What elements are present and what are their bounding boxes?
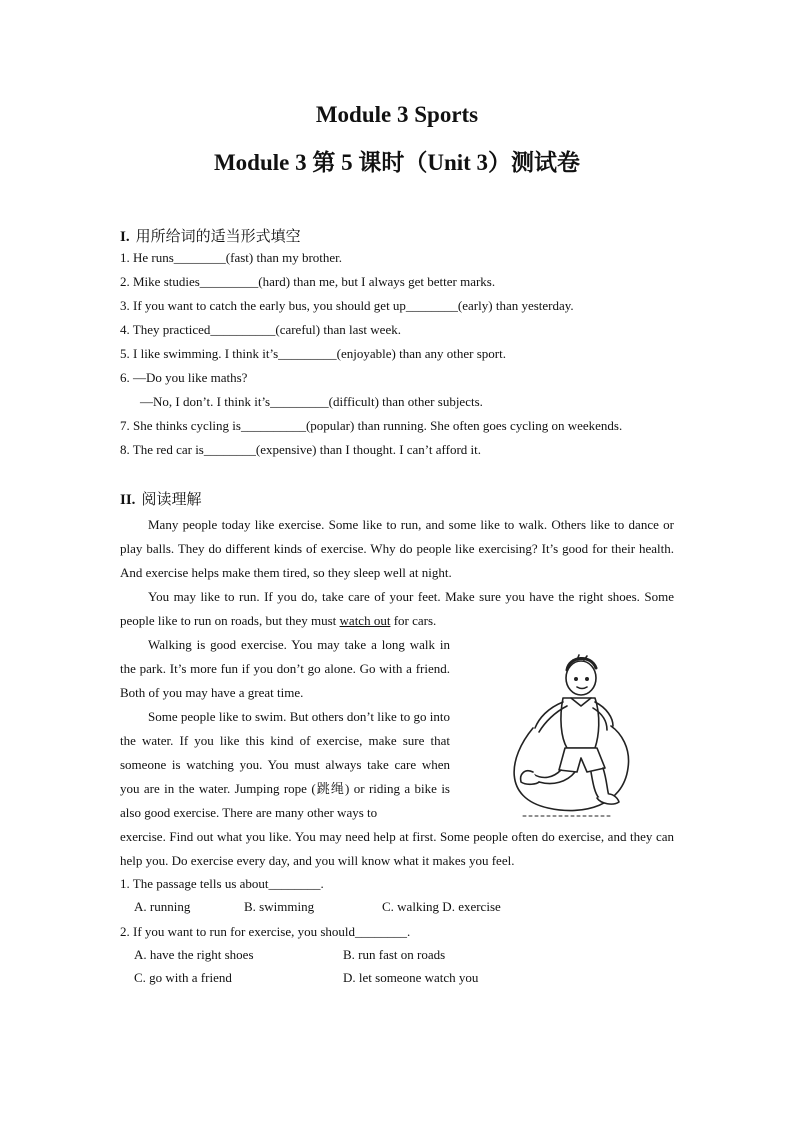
page-title: Module 3 Sports xyxy=(315,102,479,127)
passage-paragraph-4-continued: exercise. Find out what you like. You may need help at first. Some people often do exercise, and they can help you. Do exercise every day, and you will know what it makes you feel. xyxy=(120,829,674,868)
passage-paragraph-1: Many people today like exercise. Some like to run, and some like to walk. Others like to dance or play balls. They do different kinds of exercise. Why do people like exercising? It’s good for their health. And exercise helps make them tired, so they sleep well at night. xyxy=(120,517,674,580)
section-1-heading xyxy=(120,225,301,246)
question-2-option-d: D. let someone watch you xyxy=(343,970,479,985)
section-1-title: 用所给词的适当形式填空 xyxy=(135,227,301,245)
section-2-title: 阅读理解 xyxy=(141,490,202,508)
page-subtitle: Module 3 第 5 课时（Unit 3）测试卷 xyxy=(213,150,581,175)
exercise-item-7: 7. She thinks cycling is__________(popular) than running. She often goes cycling on weekends. xyxy=(120,418,623,433)
exercise-item-3: 3. If you want to catch the early bus, you should get up________(early) than yesterday. xyxy=(120,298,574,313)
passage-paragraph-2-text-a: You may like to run. If you do, take care of your feet. Make sure you have the right shoes. Some people like to run on roads, but they must xyxy=(120,589,674,628)
question-1-option-b: B. swimming xyxy=(244,899,315,914)
exercise-item-1: 1. He runs________(fast) than my brother. xyxy=(120,250,343,265)
question-2-stem: 2. If you want to run for exercise, you should________. xyxy=(120,924,411,939)
question-1-option-c-d: C. walking D. exercise xyxy=(382,899,501,914)
exercise-item-2: 2. Mike studies_________(hard) than me, but I always get better marks. xyxy=(120,274,496,289)
question-1-stem: 1. The passage tells us about________. xyxy=(120,876,324,891)
passage-paragraph-2-text-b: for cars. xyxy=(390,613,437,628)
section-2-number: II. xyxy=(120,492,136,508)
question-1-option-a: A. running xyxy=(134,899,191,914)
question-2-option-a: A. have the right shoes xyxy=(134,947,254,962)
underlined-phrase: watch out xyxy=(339,613,391,628)
section-1-number: I. xyxy=(120,229,130,245)
exercise-item-4: 4. They practiced__________(careful) than last week. xyxy=(120,322,401,337)
passage-paragraph-2 xyxy=(120,585,674,633)
exercise-item-6: 6. —Do you like maths? xyxy=(120,370,248,385)
question-2-option-c: C. go with a friend xyxy=(134,970,232,985)
section-2-heading xyxy=(120,488,201,509)
question-2-option-b: B. run fast on roads xyxy=(343,947,446,962)
passage-paragraph-4: Some people like to swim. But others don’t like to go into the water. If you like this kind of exercise, make sure that someone is watching you. You must always take care when you are in the water. Jumping rope (跳绳) or riding a bike is also good exercise. There are many other ways to xyxy=(120,709,450,820)
boy-jumping-rope-illustration xyxy=(503,648,638,820)
passage-paragraph-3: Walking is good exercise. You may take a long walk in the park. It’s more fun if you don’t go alone. Go with a friend. Both of you may have a great time. xyxy=(120,637,450,700)
exercise-item-5: 5. I like swimming. I think it’s_________(enjoyable) than any other sport. xyxy=(120,346,506,361)
exercise-item-8: 8. The red car is________(expensive) than I thought. I can’t afford it. xyxy=(120,442,482,457)
exercise-item-6-reply: —No, I don’t. I think it’s_________(difficult) than other subjects. xyxy=(140,394,483,409)
